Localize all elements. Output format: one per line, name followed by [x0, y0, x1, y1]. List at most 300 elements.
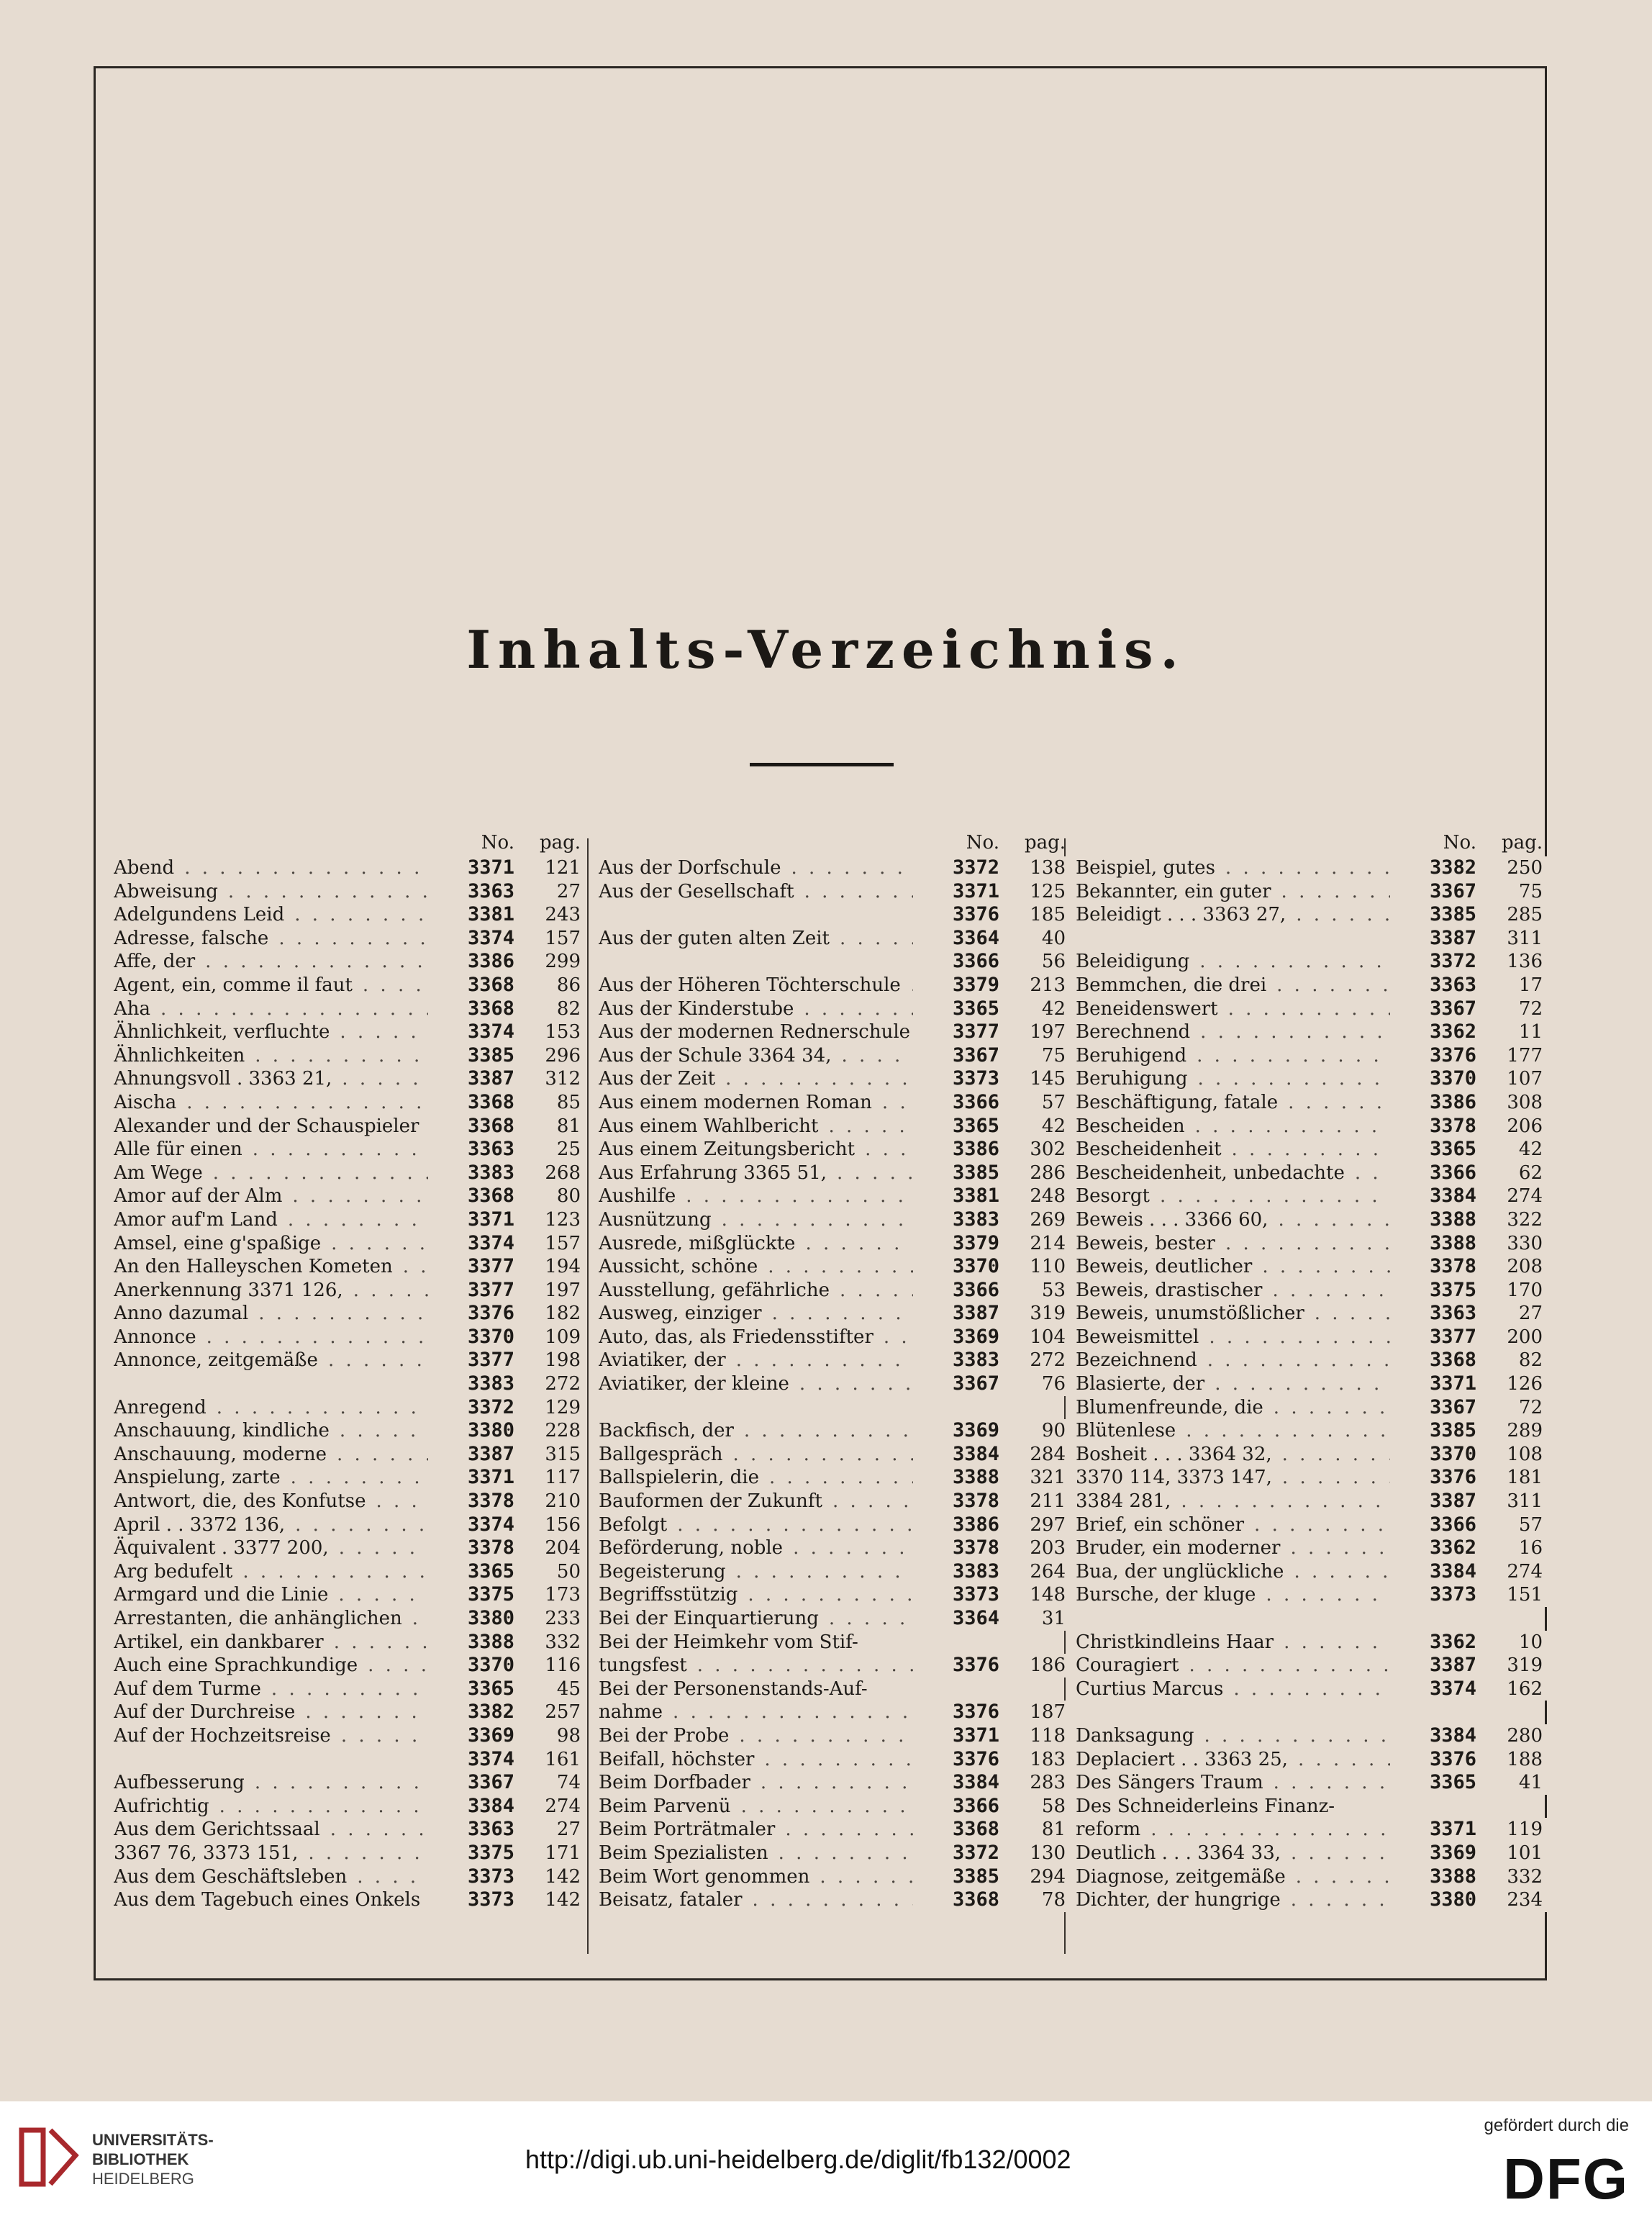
entry-term-text: Aus Erfahrung 3365 51, [599, 1162, 831, 1184]
index-entry [114, 1162, 585, 1185]
entry-term-text: April . . 3372 136, [114, 1514, 289, 1536]
entry-term [1076, 1795, 1390, 1819]
entry-term-text: 3370 114, 3373 147, [1076, 1467, 1276, 1488]
index-entry [599, 1795, 1070, 1819]
entry-term-text: Beim Dorfbader [599, 1772, 755, 1793]
index-entry [114, 1372, 585, 1396]
index-entry [114, 1888, 585, 1912]
index-entry [599, 1443, 1070, 1467]
title-rule [750, 763, 894, 766]
entry-number: 3374 [428, 1513, 514, 1537]
entry-page: 200 [1476, 1326, 1547, 1349]
entry-number: 3367 [1390, 997, 1476, 1021]
index-entry [599, 856, 1070, 880]
index-entry [1076, 1443, 1547, 1467]
entry-number: 3366 [913, 1279, 999, 1303]
index-entry [599, 950, 1070, 974]
entry-number: 3385 [913, 1865, 999, 1889]
index-entry [599, 1419, 1070, 1443]
entry-page: 148 [999, 1583, 1070, 1607]
entry-number: 3363 [428, 1138, 514, 1162]
entry-term-text: Auto, das, als Friedensstifter [599, 1326, 878, 1348]
entry-term [1076, 1302, 1390, 1326]
entry-term [599, 1536, 913, 1560]
index-entry [1076, 950, 1547, 974]
entry-number: 3377 [913, 1020, 999, 1044]
header-no: No. [966, 832, 999, 854]
entry-term [599, 1748, 913, 1772]
entry-term-text: Aviatiker, der kleine [599, 1373, 794, 1395]
index-entry [599, 1162, 1070, 1185]
entry-term-text: Ausweg, einziger [599, 1303, 766, 1324]
entry-term-text: Beweis, unumstößlicher [1076, 1303, 1309, 1324]
entry-term [1076, 1583, 1390, 1607]
entry-page: 130 [999, 1842, 1070, 1865]
index-entry [1076, 1678, 1547, 1701]
entry-page: 107 [1476, 1067, 1547, 1091]
entry-term [1076, 1396, 1390, 1420]
entry-term-text: nahme [599, 1701, 667, 1723]
index-entry [599, 1349, 1070, 1372]
entry-term [1076, 1443, 1390, 1467]
entry-term-text: Abend [114, 857, 178, 879]
entry-term-text: Befolgt [599, 1514, 671, 1536]
entry-term [114, 974, 428, 997]
entry-number: 3387 [913, 1302, 999, 1326]
index-entry [1076, 1255, 1547, 1279]
index-entry [1076, 1419, 1547, 1443]
index-entry [1076, 1513, 1547, 1537]
entry-number: 3365 [913, 1115, 999, 1138]
entry-term [599, 856, 913, 880]
entry-page: 173 [514, 1583, 585, 1607]
index-entry [114, 1208, 585, 1232]
entry-page: 80 [514, 1185, 585, 1208]
entry-term [1076, 1067, 1390, 1091]
entry-number: 3384 [428, 1795, 514, 1819]
entry-term [114, 1372, 428, 1396]
entry-term-text: Agent, ein, comme il faut [114, 974, 357, 996]
entry-term [1076, 1724, 1390, 1748]
page-title: Inhalts-Verzeichnis. [466, 619, 1186, 680]
entry-term-text: Adelgundens Leid [114, 904, 289, 925]
index-entry [599, 1372, 1070, 1396]
entry-term [1076, 1490, 1390, 1513]
index-entry [1076, 1795, 1547, 1819]
entry-number: 3374 [1390, 1678, 1476, 1701]
entry-page: 82 [514, 997, 585, 1021]
entry-term [599, 1490, 913, 1513]
entry-page: 142 [514, 1865, 585, 1889]
index-entry [1076, 1044, 1547, 1068]
entry-term-text: Am Wege [114, 1162, 207, 1184]
entry-page: 177 [1476, 1044, 1547, 1068]
entry-term-text: Bezeichnend [1076, 1349, 1202, 1371]
entry-term [1076, 1255, 1390, 1279]
entry-number: 3372 [913, 856, 999, 880]
entry-term [1076, 1607, 1390, 1631]
entry-term [1076, 1678, 1390, 1701]
index-entry [1076, 1232, 1547, 1256]
entry-term-text: Aus der Gesellschaft [599, 881, 799, 902]
entry-page: 25 [514, 1138, 585, 1162]
entry-page: 206 [1476, 1115, 1547, 1138]
entry-term [114, 1536, 428, 1560]
entry-term-text: Bauformen der Zukunft [599, 1490, 827, 1512]
entry-term-text: Beweismittel [1076, 1326, 1203, 1348]
entry-term-text: Deplaciert . . 3363 25, [1076, 1749, 1292, 1770]
entry-number: 3374 [428, 1232, 514, 1256]
entry-term-text: Bursche, der kluge [1076, 1584, 1260, 1606]
entry-number: 3386 [913, 1513, 999, 1537]
index-entry [1076, 1279, 1547, 1303]
entry-term-text: Des Sängers Traum [1076, 1772, 1268, 1793]
entry-term-text: Bei der Probe [599, 1725, 733, 1747]
entry-term [114, 1232, 428, 1256]
index-entry [599, 1748, 1070, 1772]
index-entry [599, 1560, 1070, 1584]
entry-number: 3384 [1390, 1724, 1476, 1748]
entry-term-text: Beifall, höchster [599, 1749, 758, 1770]
entry-page: 142 [514, 1888, 585, 1912]
entry-term [599, 1466, 913, 1490]
entry-term [114, 1631, 428, 1654]
entry-term [114, 1888, 428, 1912]
entry-number: 3368 [428, 1115, 514, 1138]
entry-term [599, 1771, 913, 1795]
entry-term [1076, 1162, 1390, 1185]
entry-term-text: Artikel, ein dankbarer [114, 1631, 328, 1653]
entry-term-text: Bruder, ein moderner [1076, 1537, 1284, 1559]
entry-term [1076, 1091, 1390, 1115]
entry-page: 126 [1476, 1372, 1547, 1396]
entry-term [1076, 856, 1390, 880]
entry-term [1076, 1654, 1390, 1678]
index-entry [599, 1067, 1070, 1091]
entry-number: 3365 [1390, 1771, 1476, 1795]
index-entry [114, 1771, 585, 1795]
entry-number: 3388 [1390, 1208, 1476, 1232]
entry-term [1076, 1138, 1390, 1162]
entry-term-text: Beim Spezialisten [599, 1842, 773, 1864]
entry-term-text: Bekannter, ein guter [1076, 881, 1276, 902]
entry-term [114, 1067, 428, 1091]
entry-term-text: Alexander und der Schauspieler [114, 1115, 423, 1137]
entry-term [599, 1607, 913, 1631]
entry-term [1076, 1771, 1390, 1795]
entry-term-text: Aviatiker, der [599, 1349, 730, 1371]
entry-page: 72 [1476, 997, 1547, 1021]
entry-page: 187 [999, 1701, 1070, 1724]
entry-number: 3369 [1390, 1842, 1476, 1865]
entry-term [599, 1208, 913, 1232]
entry-page: 42 [999, 997, 1070, 1021]
index-entry [599, 1302, 1070, 1326]
entry-term-text: Danksagung [1076, 1725, 1198, 1747]
footer-bar [0, 2101, 1652, 2223]
entry-number: 3365 [913, 997, 999, 1021]
entry-number: 3386 [428, 950, 514, 974]
index-entry [114, 903, 585, 927]
entry-term [599, 1255, 913, 1279]
index-entry [599, 1208, 1070, 1232]
entry-term-text: Aufbesserung [114, 1772, 249, 1793]
index-entry [114, 1349, 585, 1372]
entry-page: 330 [1476, 1232, 1547, 1256]
entry-term [1076, 1208, 1390, 1232]
entry-term [114, 997, 428, 1021]
index-entry [599, 1583, 1070, 1607]
entry-number: 3378 [1390, 1115, 1476, 1138]
entry-page: 171 [514, 1842, 585, 1865]
entry-term [599, 1888, 913, 1912]
index-entry [1076, 1208, 1547, 1232]
entry-page: 197 [999, 1020, 1070, 1044]
entry-number: 3378 [428, 1490, 514, 1513]
index-entry [599, 1513, 1070, 1537]
entry-page: 75 [999, 1044, 1070, 1068]
entry-number: 3388 [1390, 1232, 1476, 1256]
entry-term-text: Amor auf der Alm [114, 1185, 286, 1207]
entry-term-text: Beisatz, fataler [599, 1889, 747, 1911]
entry-term [1076, 997, 1390, 1021]
index-entry [114, 1067, 585, 1091]
entry-term [599, 974, 913, 997]
index-entry [114, 927, 585, 951]
entry-page: 268 [514, 1162, 585, 1185]
entry-page: 123 [514, 1208, 585, 1232]
index-entry [114, 1560, 585, 1584]
entry-term-text: Beweis . . . 3366 60, [1076, 1209, 1272, 1231]
index-entry [1076, 1372, 1547, 1396]
entry-term-text: Aufrichtig [114, 1796, 214, 1817]
entry-number: 3365 [428, 1560, 514, 1584]
header-no: No. [481, 832, 514, 854]
index-entry [1076, 1067, 1547, 1091]
permalink-url[interactable]: http://digi.ub.uni-heidelberg.de/diglit/fb132/0002 [525, 2145, 1071, 2174]
library-line-2: BIBLIOTHEK [92, 2150, 189, 2168]
entry-term-text: Begriffsstützig [599, 1584, 742, 1606]
entry-term [599, 1372, 913, 1396]
entry-number: 3368 [1390, 1349, 1476, 1372]
entry-page: 17 [1476, 974, 1547, 997]
entry-number: 3368 [428, 974, 514, 997]
entry-term [599, 1724, 913, 1748]
entry-term-text: Anregend [114, 1397, 211, 1418]
entry-term-text [1076, 1701, 1080, 1723]
entry-number: 3379 [913, 974, 999, 997]
entry-term [114, 1842, 428, 1865]
entry-term [599, 1279, 913, 1303]
entry-term [114, 1771, 428, 1795]
entry-term [1076, 1701, 1390, 1724]
index-entry [599, 1724, 1070, 1748]
entry-term-text: Bei der Personenstands-Auf- [599, 1678, 872, 1700]
entry-number: 3371 [428, 856, 514, 880]
entry-number: 3374 [428, 1748, 514, 1772]
entry-page: 110 [999, 1255, 1070, 1279]
entry-term [114, 856, 428, 880]
entry-term [599, 1185, 913, 1208]
entry-term-text [599, 1397, 603, 1418]
entry-number: 3377 [428, 1349, 514, 1372]
index-entry [114, 1044, 585, 1068]
entry-page: 312 [514, 1067, 585, 1091]
entry-page: 250 [1476, 856, 1547, 880]
entry-number: 3370 [428, 1326, 514, 1349]
entry-number: 3376 [1390, 1044, 1476, 1068]
index-entry [599, 1185, 1070, 1208]
entry-number: 3364 [913, 1607, 999, 1631]
entry-page: 311 [1476, 927, 1547, 951]
entry-term [114, 1208, 428, 1232]
index-entry [1076, 1865, 1547, 1889]
entry-number: 3387 [1390, 927, 1476, 951]
entry-term [114, 1701, 428, 1724]
entry-page: 86 [514, 974, 585, 997]
header-no: No. [1443, 832, 1476, 854]
entry-term [1076, 1888, 1390, 1912]
entry-term [114, 1865, 428, 1889]
entry-page: 157 [514, 1232, 585, 1256]
index-entry [1076, 1607, 1547, 1631]
index-entry [114, 1818, 585, 1842]
entry-term-text: Besorgt [1076, 1185, 1154, 1207]
entry-term-text: Bei der Einquartierung [599, 1608, 823, 1629]
entry-term-text: Beim Parvenü [599, 1796, 735, 1817]
entry-page: 145 [999, 1067, 1070, 1091]
index-entry [599, 1631, 1070, 1654]
index-entry [599, 1607, 1070, 1631]
entry-number: 3369 [428, 1724, 514, 1748]
index-entry [114, 950, 585, 974]
entry-term [1076, 1326, 1390, 1349]
entry-number: 3366 [913, 1091, 999, 1115]
entry-term [599, 1795, 913, 1819]
entry-number: 3384 [913, 1443, 999, 1467]
index-entry [599, 1466, 1070, 1490]
index-entry [114, 1326, 585, 1349]
entry-page: 214 [999, 1232, 1070, 1256]
entry-term-text: Beruhigend [1076, 1045, 1191, 1067]
entry-number: 3370 [1390, 1067, 1476, 1091]
entry-page: 117 [514, 1466, 585, 1490]
index-entry [1076, 1185, 1547, 1208]
entry-number: 3366 [1390, 1513, 1476, 1537]
entry-page: 27 [514, 880, 585, 904]
entry-term-text: Aischa [114, 1092, 181, 1113]
entry-number: 3373 [428, 1865, 514, 1889]
index-entry [114, 974, 585, 997]
entry-number: 3370 [428, 1654, 514, 1678]
entry-number: 3382 [1390, 856, 1476, 880]
index-entry [114, 1865, 585, 1889]
entry-term-text: Begeisterung [599, 1561, 730, 1583]
entry-page: 188 [1476, 1748, 1547, 1772]
entry-page: 274 [514, 1795, 585, 1819]
entry-term-text [1076, 928, 1080, 949]
entry-term-text: Arg bedufelt [114, 1561, 237, 1583]
entry-number: 3363 [1390, 974, 1476, 997]
entry-page: 56 [999, 950, 1070, 974]
entry-number: 3388 [1390, 1865, 1476, 1889]
index-entry [599, 880, 1070, 904]
entry-term [114, 1138, 428, 1162]
entry-term-text: Amsel, eine g'spaßige [114, 1233, 325, 1254]
entry-number: 3373 [913, 1067, 999, 1091]
entry-page: 53 [999, 1279, 1070, 1303]
index-column-2 [599, 822, 1070, 1912]
index-entry [1076, 903, 1547, 927]
entry-term-text: Antwort, die, des Konfutse [114, 1490, 370, 1512]
entry-page: 157 [514, 927, 585, 951]
entry-number: 3371 [428, 1466, 514, 1490]
entry-term [1076, 974, 1390, 997]
index-entry [114, 1020, 585, 1044]
index-entry [599, 1326, 1070, 1349]
entry-term [1076, 1419, 1390, 1443]
entry-term-text: Beim Porträtmaler [599, 1819, 779, 1840]
entry-term-text: 3367 76, 3373 151, [114, 1842, 302, 1864]
entry-number: 3363 [1390, 1302, 1476, 1326]
index-entry [599, 974, 1070, 997]
entry-page: 294 [999, 1865, 1070, 1889]
entry-term-text: Äquivalent . 3377 200, [114, 1537, 333, 1559]
index-entry [114, 1607, 585, 1631]
entry-page: 109 [514, 1326, 585, 1349]
entry-page: 322 [1476, 1208, 1547, 1232]
index-entry [1076, 1020, 1547, 1044]
entry-term-text: Annonce [114, 1326, 201, 1348]
entry-term-text: Aus dem Tagebuch eines Onkels [114, 1889, 425, 1911]
entry-term [114, 1583, 428, 1607]
entry-page: 125 [999, 880, 1070, 904]
entry-page: 302 [999, 1138, 1070, 1162]
entry-page: 228 [514, 1419, 585, 1443]
entry-number: 3363 [428, 1818, 514, 1842]
index-entry [599, 1490, 1070, 1513]
entry-page: 332 [1476, 1865, 1547, 1889]
entry-page: 42 [1476, 1138, 1547, 1162]
entry-page: 129 [514, 1396, 585, 1420]
entry-term [1076, 880, 1390, 904]
index-entry [114, 1678, 585, 1701]
entry-term-text: Beweis, bester [1076, 1233, 1220, 1254]
entry-term [1076, 1372, 1390, 1396]
entry-term [599, 997, 913, 1021]
entry-term [599, 1678, 913, 1701]
index-entry [114, 856, 585, 880]
entry-number: 3362 [1390, 1536, 1476, 1560]
entry-page: 121 [514, 856, 585, 880]
entry-term-text: Berechnend [1076, 1021, 1194, 1043]
entry-term-text: reform [1076, 1819, 1145, 1840]
entry-number: 3378 [428, 1536, 514, 1560]
entry-term-text: Bescheidenheit, unbedachte [1076, 1162, 1349, 1184]
entry-number: 3387 [1390, 1490, 1476, 1513]
entry-term [599, 1560, 913, 1584]
header-pag: pag. [539, 832, 581, 854]
entry-page: 108 [1476, 1443, 1547, 1467]
entry-term-text: Blütenlese [1076, 1420, 1180, 1441]
entry-page: 27 [514, 1818, 585, 1842]
entry-term-text: Aussicht, schöne [599, 1256, 762, 1277]
entry-number: 3381 [913, 1185, 999, 1208]
entry-number: 3371 [1390, 1372, 1476, 1396]
entry-page: 42 [999, 1115, 1070, 1138]
entry-page: 289 [1476, 1419, 1547, 1443]
entry-term-text: Auf der Hochzeitsreise [114, 1725, 335, 1747]
